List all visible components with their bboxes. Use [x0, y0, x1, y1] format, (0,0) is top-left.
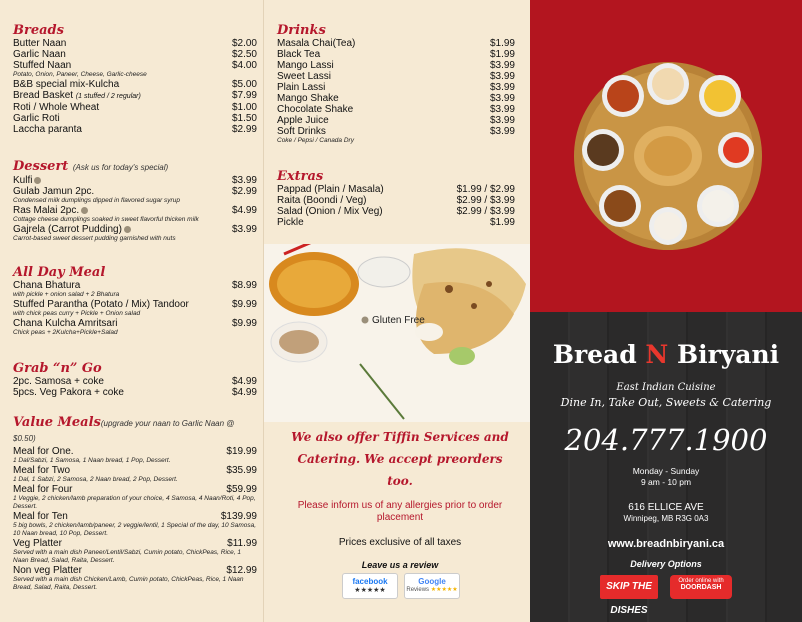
brand-tagline: East Indian Cuisine	[616, 382, 716, 393]
item-description: 1 Dal/Sabzi, 1 Samosa, 1 Naan bread, 1 Pop, Dessert.	[13, 457, 171, 464]
menu-item: Chana Kulcha Amritsari $9.99	[13, 318, 257, 329]
menu-item: Ras Malai 2pc. $4.99	[13, 205, 257, 216]
item-description: Potato, Onion, Paneer, Cheese, Garlic-cheese	[13, 71, 147, 78]
menu-item: Pappad (Plain / Masala) $1.99 / $2.99	[277, 184, 515, 195]
right-column	[530, 0, 802, 622]
star-rating-icon: ★★★★★	[354, 587, 386, 594]
item-description: 1 Veggie, 2 chicken/lamb preparation of your choice, 4 Samosa, 4 Naan/Roti, 4 Pop, Dessert.	[13, 495, 256, 510]
star-rating-icon: ★★★★★	[430, 587, 458, 593]
item-description: Served with a main dish Chicken/Lamb, Cumin potato, ChickPeas, Rice, 1 Naan Bread, Salad, Raita, Dessert.	[13, 576, 244, 591]
website-link[interactable]: www.breadnbiryani.ca	[607, 538, 725, 550]
menu-item: Non veg Platter $12.99	[13, 565, 257, 576]
item-description: with chick peas curry + Pickle + Onion salad	[13, 310, 141, 317]
extras-section	[277, 170, 515, 228]
menu-item: Chana Bhatura $8.99	[13, 280, 257, 291]
thali-plate-image	[570, 56, 766, 256]
drinks-title: Drinks	[277, 23, 326, 38]
grab-title: Grab “n” Go	[13, 361, 102, 376]
allergy-notice: Please inform us of any allergies prior to order placement	[297, 500, 503, 523]
menu-item: Roti / Whole Wheat $1.00	[13, 102, 257, 113]
hours-time: 9 am - 10 pm	[640, 477, 692, 487]
grab-n-go-section	[13, 362, 257, 398]
google-review-button[interactable]: Google Reviews ★★★★★	[404, 573, 460, 599]
menu-item: Gulab Jamun 2pc. $2.99	[13, 186, 257, 197]
delivery-label: Delivery Options	[630, 559, 702, 569]
breads-title: Breads	[13, 23, 64, 38]
all-day-title: All Day Meal	[13, 265, 106, 280]
menu-item: Meal for Ten $139.99	[13, 511, 257, 522]
extras-title: Extras	[277, 169, 324, 184]
value-title: Value Meals	[13, 415, 101, 430]
doordash-button[interactable]: Order online with DOORDASH	[670, 575, 732, 599]
item-description: Coke / Pepsi / Canada Dry	[277, 137, 354, 144]
menu-item: Sweet Lassi $3.99	[277, 71, 515, 82]
menu-item: Meal for Four $59.99	[13, 484, 257, 495]
menu-item: 5pcs. Veg Pakora + coke $4.99	[13, 387, 257, 398]
menu-item: Stuffed Naan $4.00	[13, 60, 257, 71]
brand-logo: Bread N Biryani	[552, 340, 780, 369]
gluten-free-label: Gluten Free	[372, 315, 425, 326]
item-description: Chick peas + 2Kulcha+Pickle+Salad	[13, 329, 118, 336]
tiffin-notice: We also offer Tiffin Services and Catering. We accept preorders too.	[291, 430, 509, 488]
skip-the-dishes-button[interactable]: SKIP THE DISHES	[600, 575, 658, 599]
left-column	[0, 0, 264, 622]
item-description: with pickle + onion salad + 2 Bhatura	[13, 291, 120, 298]
menu-item: Salad (Onion / Mix Veg) $2.99 / $3.99	[277, 206, 515, 217]
phone-number[interactable]: 204.777.1900	[564, 423, 768, 457]
gluten-free-icon	[124, 226, 131, 233]
menu-item: Soft Drinks $3.99	[277, 126, 515, 137]
menu-item: Gajrela (Carrot Pudding) $3.99	[13, 224, 257, 235]
menu-item: Kulfi $3.99	[13, 175, 257, 186]
item-description: Condensed milk dumplings dipped in flavored sugar syrup	[13, 197, 180, 204]
item-description: 5 big bowls, 2 chicken/lamb/paneer, 2 veggie/lentil, 1 Special of the day, 10 Samosa, 10 Naan bread, 10 Pop, Dessert.	[13, 522, 257, 537]
breads-section	[13, 24, 257, 135]
menu-item: Raita (Boondi / Veg) $2.99 / $3.99	[277, 195, 515, 206]
menu-item: Masala Chai(Tea) $1.99	[277, 38, 515, 49]
menu-item: Meal for One. $19.99	[13, 446, 257, 457]
tax-notice: Prices exclusive of all taxes	[338, 537, 462, 548]
menu-item: B&B special mix-Kulcha $5.00	[13, 79, 257, 90]
address: 616 ELLICE AVE Winnipeg, MB R3G 0A3	[623, 502, 709, 523]
menu-item: Mango Shake $3.99	[277, 93, 515, 104]
item-description: Carrot-based sweet dessert pudding garnished with nuts	[13, 235, 176, 242]
drinks-section	[277, 24, 515, 145]
gluten-free-icon	[362, 317, 369, 324]
food-photo	[264, 244, 530, 422]
middle-column	[264, 0, 530, 622]
facebook-review-button[interactable]: facebook ★★★★★	[342, 573, 398, 599]
menu-item: Butter Naan $2.00	[13, 38, 257, 49]
menu-item: Mango Lassi $3.99	[277, 60, 515, 71]
dessert-section: Dessert (Ask us for today's special) Kulfi $3.99 Gulab Jamun 2pc. $2.99 Condensed milk dumplings dipped in flavored sugar syrup Ras Malai 2pc. $4.99 Cottage cheese dumplings soaked in sweet flavorful thicken milk Gajrela (Carrot Pudding) $3.99 Carrot-based sweet dessert pudding garnished with nuts	[13, 159, 257, 242]
menu-item: Black Tea $1.99	[277, 49, 515, 60]
menu-item: Garlic Roti $1.50	[13, 113, 257, 124]
hours-days: Monday - Sunday	[632, 466, 700, 476]
menu-item: Veg Platter $11.99	[13, 538, 257, 549]
menu-item: Meal for Two $35.99	[13, 465, 257, 476]
menu-item: Garlic Naan $2.50	[13, 49, 257, 60]
dessert-title: Dessert	[13, 159, 69, 174]
menu-item: Plain Lassi $3.99	[277, 82, 515, 93]
menu-item: Chocolate Shake $3.99	[277, 104, 515, 115]
item-description: 1 Dal, 1 Sabzi, 2 Samosa, 2 Naan bread, 2 Pop, Dessert.	[13, 476, 178, 483]
value-meals-section: Value Meals(upgrade your naan to Garlic Naan @ $0.50) Meal for One. $19.99 1 Dal/Sabzi, 1 Samosa, 1 Naan bread, 1 Pop, Dessert. Meal for Two $35.99 1 Dal, 1 Sabzi, 2 Samosa, 2 Naan bread, 2 Pop, Dessert. Meal for Four $59.99 1 Veggie, 2 chicken/lamb preparation of your choice, 4 Samosa, 4 Naan/Roti, 4 Pop, Dessert. Meal for Ten $139.99 5 big bowls, 2 chicken/lamb/paneer, 2 veggie/lentil, 1 Special of the day, 10 Samosa, 10 Naan bread, 10 Pop, Dessert. Veg Platter $11.99 Served with a main dish Paneer/Lentil/Sabzi, Cumin potato, ChickPeas, Rice, 1 Naan Bread, Salad, Raita, Dessert. Non veg Platter $12.99 Served with a main dish Chicken/Lamb, Cumin potato, ChickPeas, Rice, 1 Naan Bread, Salad, Raita, Dessert.	[13, 415, 257, 591]
menu-item: Stuffed Parantha (Potato / Mix) Tandoor $9.99	[13, 299, 257, 310]
menu-item: Laccha paranta $2.99	[13, 124, 257, 135]
all-day-meal-section	[13, 266, 257, 337]
item-description: Cottage cheese dumplings soaked in sweet flavorful thicken milk	[13, 216, 199, 223]
menu-item: Bread Basket (1 stuffed / 2 regular) $7.99	[13, 90, 257, 101]
review-label: Leave us a review	[361, 560, 439, 570]
item-description: Served with a main dish Paneer/Lentil/Sabzi, Cumin potato, ChickPeas, Rice, 1 Naan Bread, Salad, Raita, Dessert.	[13, 549, 241, 564]
gluten-free-icon	[81, 207, 88, 214]
menu-item: Pickle $1.99	[277, 217, 515, 228]
brand-services: Dine In, Take Out, Sweets & Catering	[560, 396, 772, 409]
menu-item: 2pc. Samosa + coke $4.99	[13, 376, 257, 387]
gluten-free-icon	[34, 177, 41, 184]
menu-item: Apple Juice $3.99	[277, 115, 515, 126]
